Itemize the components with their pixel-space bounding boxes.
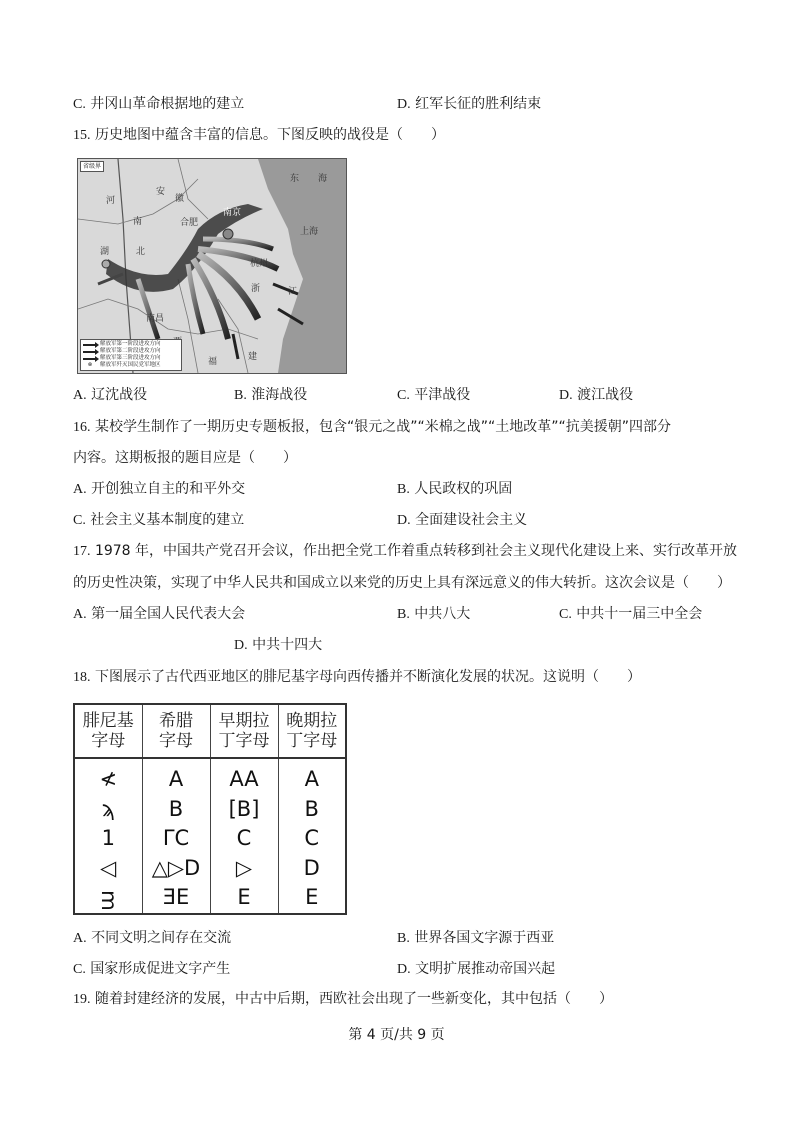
column-early-latin: AA [B] C ▷ E bbox=[210, 758, 278, 914]
map-label-nan: 南 bbox=[133, 217, 143, 227]
q17-option-a[interactable]: A. 第一届全国人民代表大会 bbox=[73, 606, 246, 622]
map-label-dong: 东 bbox=[290, 174, 300, 184]
header-phoenician: 腓尼基 字母 bbox=[74, 704, 142, 758]
q18-option-d[interactable]: D. 文明扩展推动帝国兴起 bbox=[397, 961, 556, 977]
legend-row: 解放军第二阶段进攻方向 bbox=[83, 348, 179, 355]
legend-row: 解放军第一阶段进攻方向 bbox=[83, 341, 179, 348]
map-label-hefei: 合肥 bbox=[180, 218, 199, 228]
map-label-nanjing: 南京 bbox=[223, 208, 242, 218]
alphabet-evolution-table bbox=[73, 703, 347, 915]
map-label-bei: 北 bbox=[136, 247, 146, 257]
q15-option-c[interactable]: C. 平津战役 bbox=[397, 387, 471, 403]
q17-option-d[interactable]: D. 中共十四大 bbox=[234, 637, 323, 653]
arrow-icon bbox=[83, 358, 97, 360]
q18-option-a[interactable]: A. 不同文明之间存在交流 bbox=[73, 930, 232, 946]
q16-option-c[interactable]: C. 社会主义基本制度的建立 bbox=[73, 512, 245, 528]
map-label-hui: 徽 bbox=[175, 194, 185, 204]
q17-option-b[interactable]: B. 中共八大 bbox=[397, 606, 471, 622]
map-label-shanghai: 上海 bbox=[300, 227, 319, 237]
q15-option-a[interactable]: A. 辽沈战役 bbox=[73, 387, 148, 403]
legend-row: 解放军第三阶段进攻方向 bbox=[83, 355, 179, 362]
header-early-latin: 早期拉 丁字母 bbox=[210, 704, 278, 758]
q15-battle-map bbox=[77, 158, 347, 374]
q18-option-c[interactable]: C. 国家形成促进文字产生 bbox=[73, 961, 231, 977]
map-label-jiang: 江 bbox=[288, 287, 298, 297]
q16-stem-line2: 内容。这期板报的题目应是（ ） bbox=[73, 450, 297, 466]
q14-option-c[interactable]: C. 井冈山革命根据地的建立 bbox=[73, 96, 245, 112]
column-greek: A B ᒥC △▷D ƎE bbox=[142, 758, 210, 914]
header-late-latin: 晚期拉 丁字母 bbox=[278, 704, 346, 758]
q15-stem: 15. 历史地图中蕴含丰富的信息。下图反映的战役是（ ） bbox=[73, 127, 445, 143]
q16-option-d[interactable]: D. 全面建设社会主义 bbox=[397, 512, 528, 528]
map-label-an: 安 bbox=[156, 187, 166, 197]
q15-option-d[interactable]: D. 渡江战役 bbox=[559, 387, 634, 403]
q19-stem: 19. 随着封建经济的发展，中古中后期，西欧社会出现了一些新变化，其中包括（ ） bbox=[73, 991, 613, 1007]
arrow-icon bbox=[83, 351, 97, 353]
q17-stem-line1: 17. 1978 年，中国共产党召开会议，作出把全党工作着重点转移到社会主义现代化建设上来、实行改革开放 bbox=[73, 543, 738, 559]
map-label-zhe: 浙 bbox=[251, 284, 261, 294]
arrow-icon bbox=[83, 344, 97, 346]
map-legend bbox=[80, 339, 182, 371]
q17-option-c[interactable]: C. 中共十一届三中全会 bbox=[559, 606, 703, 622]
q16-option-b[interactable]: B. 人民政权的巩固 bbox=[397, 481, 513, 497]
target-icon: ⊗ bbox=[87, 362, 93, 368]
map-label-jian: 建 bbox=[248, 352, 258, 362]
q16-option-a[interactable]: A. 开创独立自主的和平外交 bbox=[73, 481, 246, 497]
q17-stem-line2: 的历史性决策，实现了中华人民共和国成立以来党的历史上具有深远意义的伟大转折。这次会议是（ ） bbox=[73, 575, 731, 591]
map-label-he: 河 bbox=[106, 196, 116, 206]
q15-option-b[interactable]: B. 淮海战役 bbox=[234, 387, 308, 403]
column-phoenician: ≮ ϡ 1 ◁ ᴟ bbox=[74, 758, 142, 914]
q18-option-b[interactable]: B. 世界各国文字源于西亚 bbox=[397, 930, 555, 946]
map-label-nanchang: 南昌 bbox=[146, 314, 165, 324]
q14-option-d[interactable]: D. 红军长征的胜利结束 bbox=[397, 96, 542, 112]
map-label-hangzhou: 杭州 bbox=[250, 259, 269, 269]
legend-row: ⊗ 解放军歼灭国民党军地区 bbox=[83, 362, 179, 369]
map-legend-top: 省级界 bbox=[80, 161, 104, 172]
header-greek: 希腊 字母 bbox=[142, 704, 210, 758]
q16-stem-line1: 16. 某校学生制作了一期历史专题板报，包含“银元之战”“米棉之战”“土地改革”“抗美援朝”四部分 bbox=[73, 419, 671, 435]
column-late-latin: A B C D E bbox=[278, 758, 346, 914]
q18-stem: 18. 下图展示了古代西亚地区的腓尼基字母向西传播并不断演化发展的状况。这说明（ ） bbox=[73, 669, 641, 685]
map-label-fu: 福 bbox=[208, 357, 218, 367]
map-label-hu: 湖 bbox=[100, 247, 110, 257]
page-footer: 第 4 页/共 9 页 bbox=[348, 1027, 445, 1043]
map-label-hai: 海 bbox=[318, 174, 328, 184]
